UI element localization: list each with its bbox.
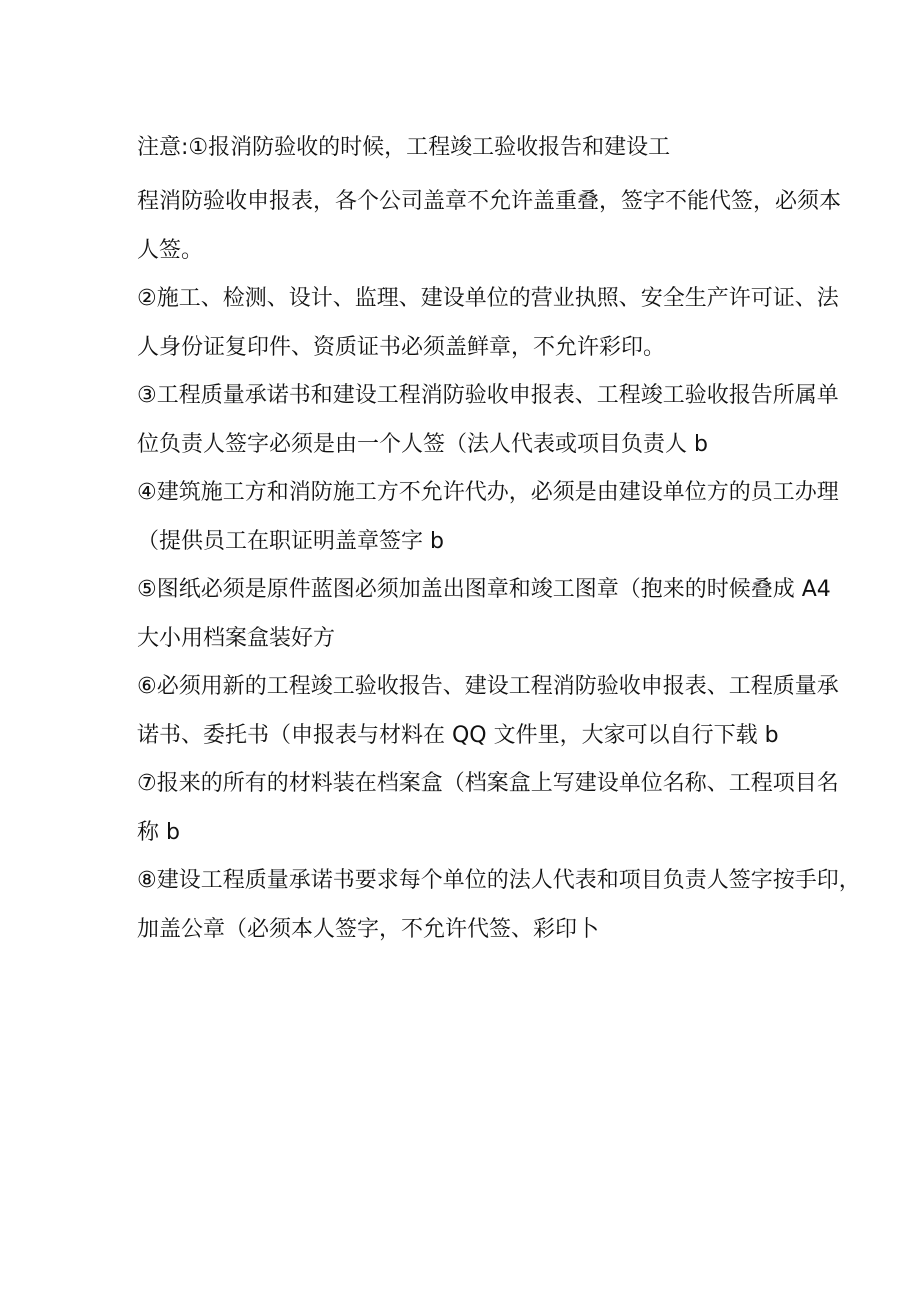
notice-text-block — [137, 126, 887, 954]
notice-line: 人身份证复印件、资质证书必须盖鲜章，不允许彩印。 — [137, 334, 666, 360]
notice-line: 称 b — [137, 819, 180, 845]
notice-line: ③工程质量承诺书和建设工程消防验收申报表、工程竣工验收报告所属单 — [137, 383, 839, 408]
notice-line: 注意:①报消防验收的时候，工程竣工验收报告和建设工 — [137, 135, 671, 160]
notice-line: 加盖公章（必须本人签字，不允许代签、彩印卜 — [137, 916, 600, 942]
notice-line: 大小用档案盒装好方 — [137, 625, 336, 651]
notice-line: 人签。 — [137, 237, 204, 263]
notice-line: ②施工、检测、设计、监理、建设单位的营业执照、安全生产许可证、法 — [137, 286, 839, 311]
notice-line: 位负责人签字必须是由一个人签（法人代表或项目负责人 b — [137, 431, 708, 457]
notice-line: 诺书、委托书（申报表与材料在 QQ 文件里，大家可以自行下载 b — [137, 722, 779, 748]
notice-line: 程消防验收申报表，各个公司盖章不允许盖重叠，签字不能代签，必须本 — [137, 189, 842, 214]
notice-line: ⑧建设工程质量承诺书要求每个单位的法人代表和项目负责人签字按手印， — [137, 868, 861, 893]
notice-line: ⑦报来的所有的材料装在档案盒（档案盒上写建设单位名称、工程项目名 — [137, 771, 839, 796]
notice-line: ⑥必须用新的工程竣工验收报告、建设工程消防验收申报表、工程质量承 — [137, 674, 839, 699]
notice-line: ⑤图纸必须是原件蓝图必须加盖出图章和竣工图章（抱来的时候叠成 A4 — [137, 577, 831, 602]
notice-line: （提供员工在职证明盖章签字 b — [137, 528, 444, 554]
notice-line: ④建筑施工方和消防施工方不允许代办，必须是由建设单位方的员工办理 — [137, 480, 839, 505]
